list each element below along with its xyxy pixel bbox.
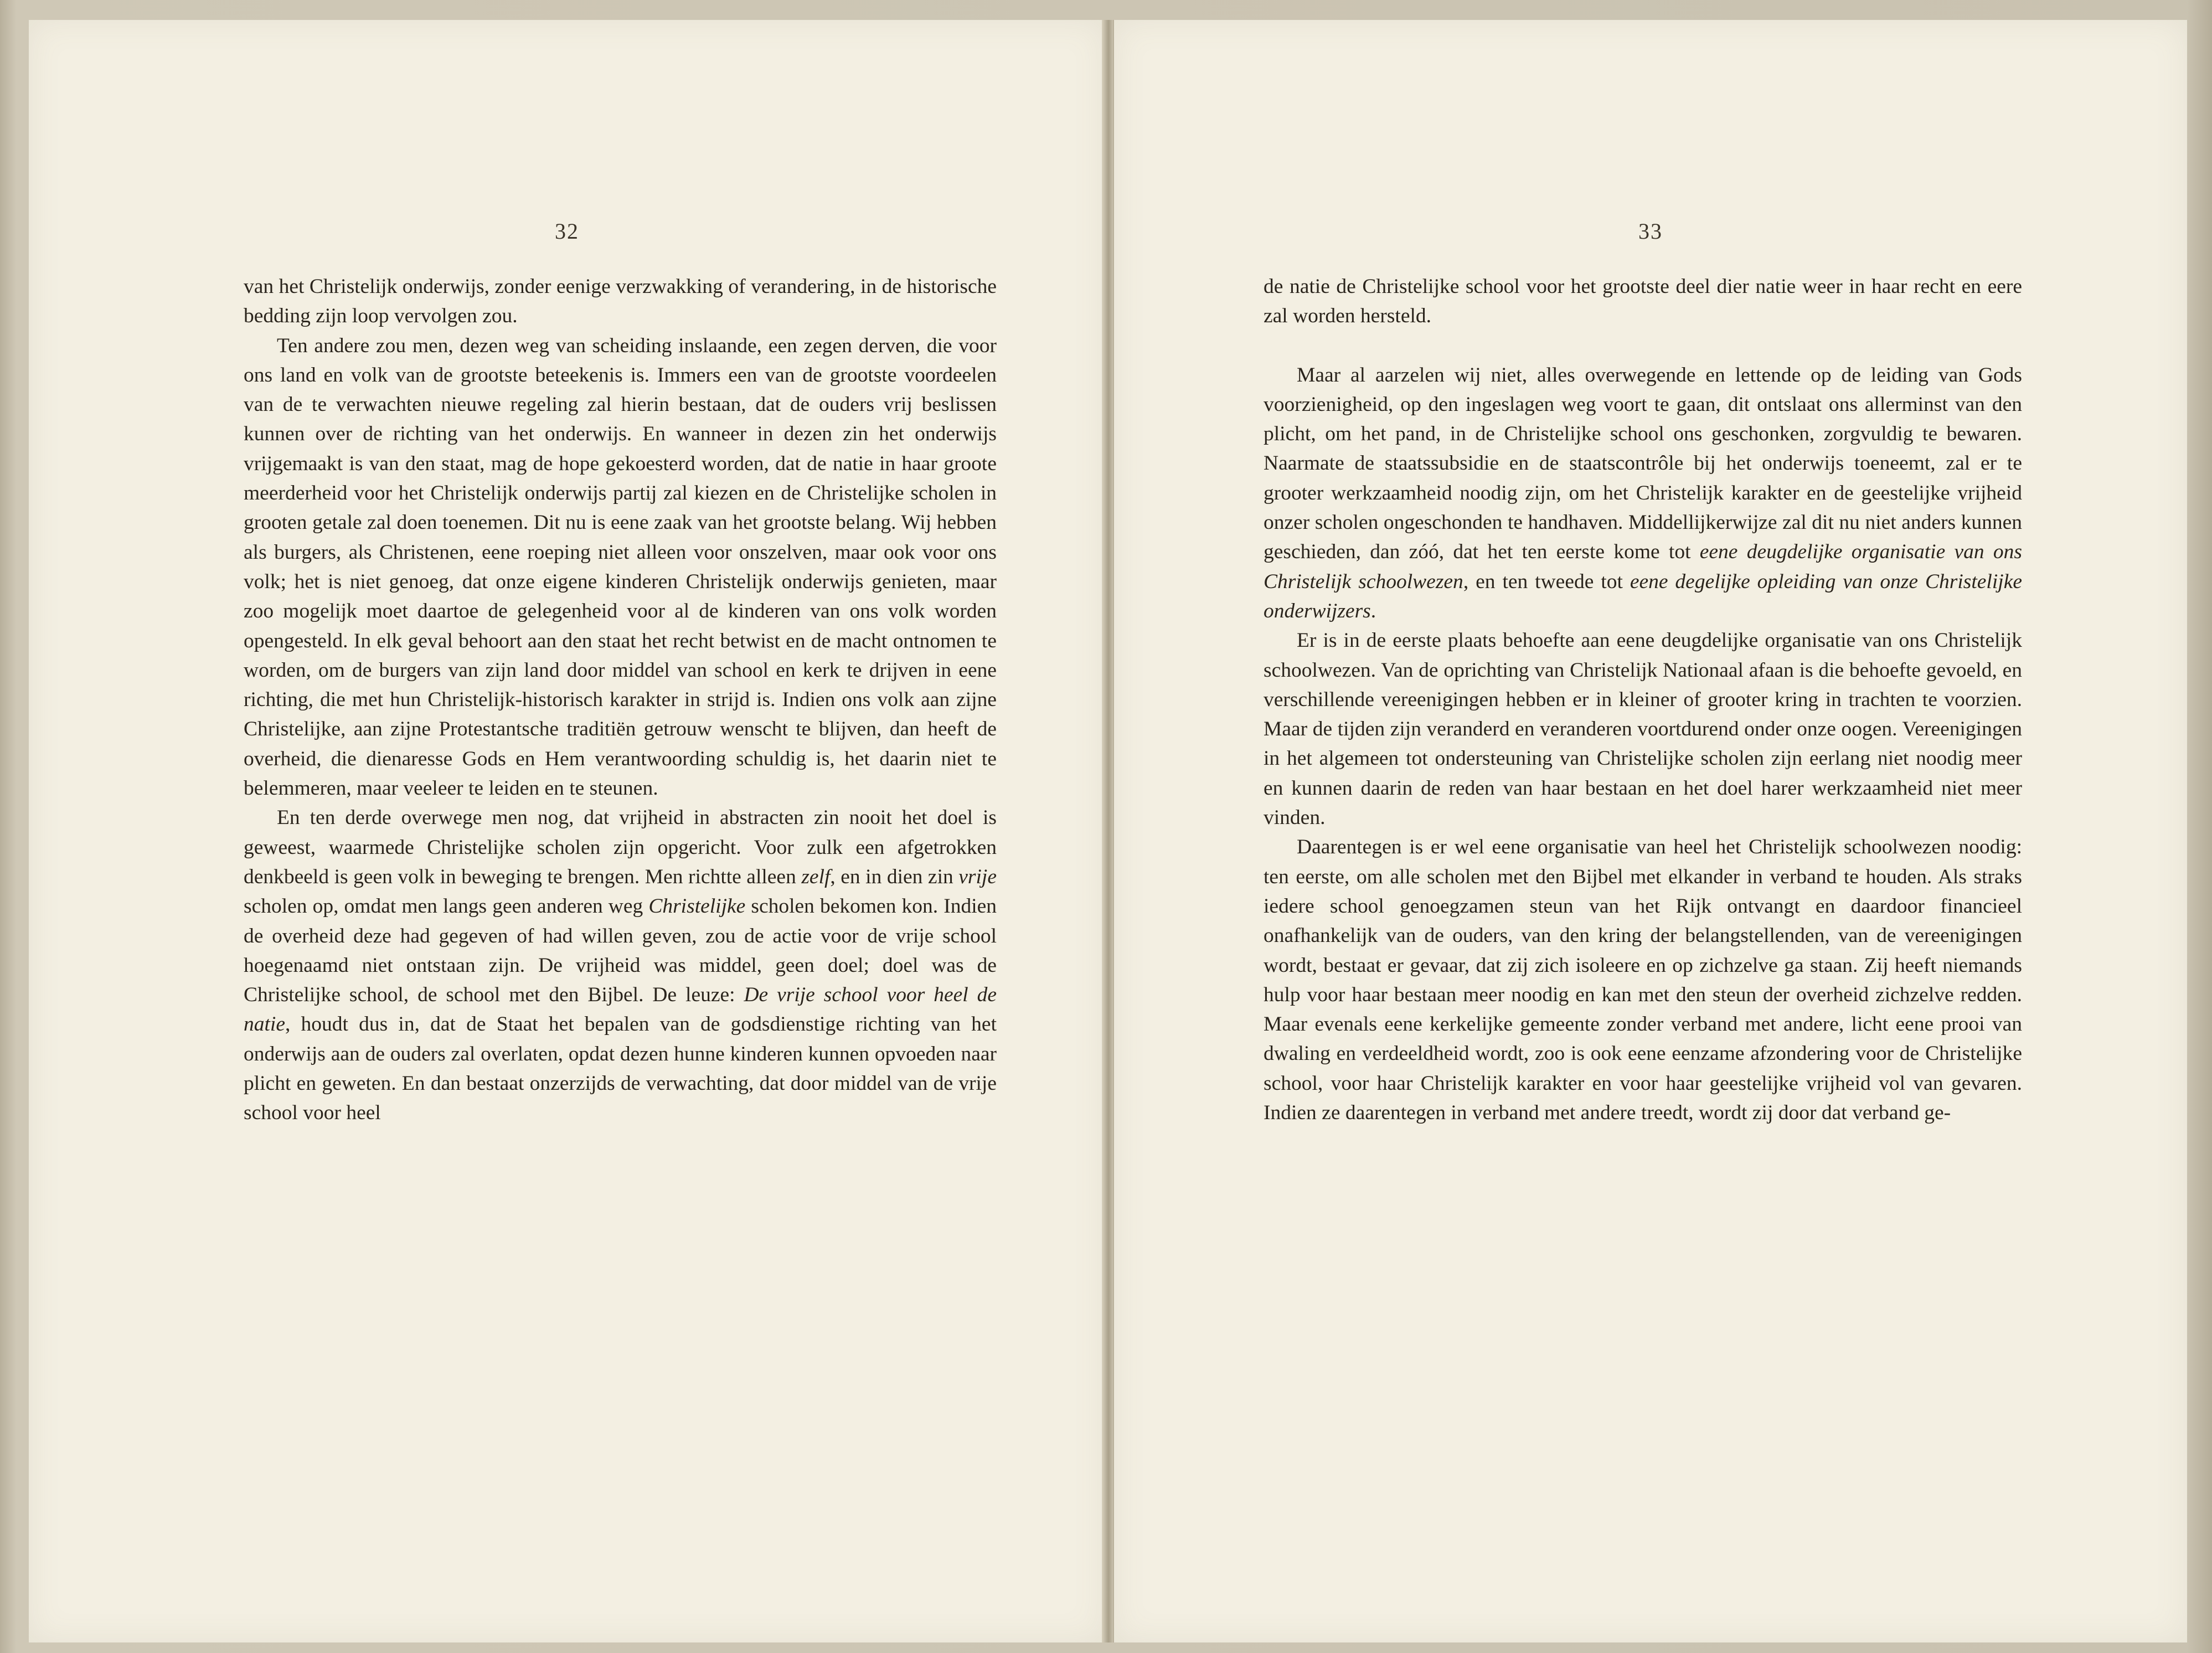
italic-text: Christelijke (648, 895, 746, 918)
paragraph (1264, 272, 2022, 331)
page-body-text (244, 272, 997, 1128)
paragraph (244, 803, 997, 1127)
page-number: 33 (1638, 219, 1663, 244)
text-run: Maar al aarzelen wij niet, alles overwegende en lettende op de leiding van Gods voorzienigheid, op den ingeslagen weg voort te gaan, dit ontslaat ons allerminst van den plicht, om het pand, in de Christelijke school ons geschonken, zorgvuldig te bewaren. Naarmate de staatssubsidie en de staatscontrôle bij het onderwijs toeneemt, zal er te grooter werkzaamheid noodig zijn, om het Christelijk karakter en de geestelijke vrijheid onzer scholen ongeschonden te handhaven. Middellijkerwijze zal dit nu niet anders kunnen geschieden, dan zóó, dat het ten eerste kome tot (1264, 363, 2022, 564)
text-run: . (1370, 599, 1376, 622)
italic-text: zelf (801, 865, 831, 888)
page-body-text (1264, 272, 2022, 1127)
text-run: van het Christelijk onderwijs, zonder eenige verzwakking of verandering, in de historische bedding zijn loop vervolgen zou. (244, 275, 997, 328)
italic-text: De vrije school voor heel de natie (244, 983, 997, 1036)
paragraph (1264, 626, 2022, 832)
italic-text: vrije (958, 865, 997, 888)
text-run: , en in dien zin (830, 865, 959, 888)
page-number: 32 (555, 219, 579, 244)
paragraph (244, 272, 997, 331)
text-run: Er is in de eerste plaats behoefte aan eene deugdelijke organisatie van ons Christelijk schoolwezen. Van de oprichting van Christelijk Nationaal afaan is die behoefte gevoeld, en verschillende vereenigingen hebben er in kleiner of grooter kring in trachten te voorzien. Maar de tijden zijn veranderd en veranderen voortdurend onder onze oogen. Vereenigingen in het algemeen tot ondersteuning van Christelijke scholen zijn eerlang niet noodig meer en kunnen daarin de reden van haar bestaan en het doel harer werkzaamheid niet meer vinden. (1264, 629, 2022, 830)
paragraph (1264, 832, 2022, 1127)
text-run: Ten andere zou men, dezen weg van scheiding inslaande, een zegen derven, die voor ons land en volk van de grootste beteekenis is. Immers een van de grootste voordeelen van de te verwachten nieuwe regeling zal hierin bestaan, dat de ouders vrij beslissen kunnen over de richting van het onderwijs. En wanneer in dezen zin het onderwijs vrijgemaakt is van den staat, mag de hope gekoesterd worden, dat de natie in haar groote meerderheid voor het Christelijk onderwijs partij zal kiezen en de Christelijke scholen in grooten getale zal doen toenemen. Dit nu is eene zaak van het grootste belang. Wij hebben als burgers, als Christenen, eene roeping niet alleen voor onszelven, maar ook voor ons volk; het is niet genoeg, dat onze eigene kinderen Christelijk onderwijs genieten, maar zoo mogelijk moet daartoe de gelegenheid voor al de kinderen van ons volk worden opengesteld. In elk geval behoort aan den staat het recht betwist en de macht ontnomen te worden, om de burgers van zijn land door middel van school en kerk te drijven in eene richting, die met hun Christelijk-historisch karakter in strijd is. Indien ons volk aan zijne Christelijke, aan zijne Protestantsche traditiën getrouw wenscht te blijven, dan heeft de overheid, die dienaresse Gods en Hem verantwoording schuldig is, het daarin niet te belemmeren, maar veeleer te leiden en te steunen. (244, 334, 997, 800)
right-page (1113, 20, 2187, 1642)
text-run: scholen op, omdat men langs geen anderen weg (244, 895, 649, 918)
italic-text: eene degelijke opleiding van onze Christelijke onderwijzers (1264, 570, 2022, 622)
text-run: de natie de Christelijke school voor het grootste deel dier natie weer in haar recht en eere zal worden hersteld. (1264, 275, 2022, 328)
paragraph (244, 331, 997, 804)
left-page (29, 20, 1106, 1642)
text-run: En ten derde overwege men nog, dat vrijheid in abstracten zin nooit het doel is geweest, waarmede Christelijke scholen zijn opgericht. Voor zulk een afgetrokken denkbeeld is geen volk in beweging te brengen. Men richtte alleen (244, 806, 997, 888)
text-run: , houdt dus in, dat de Staat het bepalen van de godsdienstige richting van het onderwijs aan de ouders zal overlaten, opdat dezen hunne kinderen kunnen opvoeden naar plicht en geweten. En dan bestaat onzerzijds de verwachting, dat door middel van de vrije school voor heel (244, 1013, 997, 1125)
text-run: scholen bekomen kon. Indien de overheid deze had gegeven of had willen geven, zou de actie voor de vrije school hoegenaamd niet ontstaan zijn. De vrijheid was middel, geen doel; doel was de Christelijke school, de school met den Bijbel. De leuze: (244, 895, 997, 1007)
text-run: , en ten tweede tot (1463, 570, 1630, 593)
paragraph (1264, 361, 2022, 626)
italic-text: eene deugdelijke organisatie van ons Christelijk schoolwezen (1264, 540, 2022, 593)
text-run: Daarentegen is er wel eene organisatie van heel het Christelijk schoolwezen noodig: ten eerste, om alle scholen met den Bijbel met elkander in verband te houden. Als straks iedere school genoegzamen steun van het Rijk ontvangt en daardoor financieel onafhankelijk van de ouders, van den kring der belangstellenden, van de vereenigingen wordt, bestaat er gevaar, dat zij zich isoleere en op zichzelve ga staan. Zij heeft niemands hulp voor haar bestaan meer noodig en kan met den steun der overheid zichzelve redden. Maar evenals eene kerkelijke gemeente zonder verband met andere, licht eene prooi van dwaling en verdeeldheid wordt, zoo is ook eene eenzame afzondering voor de Christelijke school, voor haar Christelijk karakter en voor haar geestelijke vrijheid vol van gevaren. Indien ze daarentegen in verband met andere treedt, wordt zij door dat verband ge- (1264, 836, 2022, 1125)
